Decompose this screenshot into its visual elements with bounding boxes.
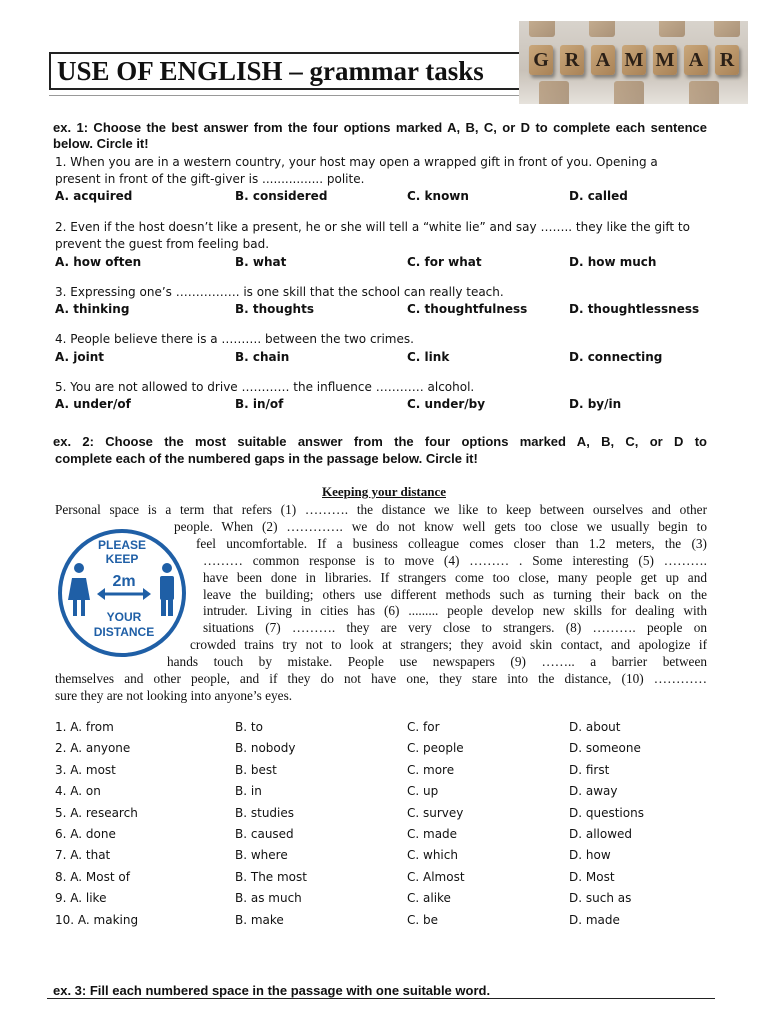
question-1	[55, 154, 715, 188]
answer-option-5-b[interactable]: B. studies	[235, 805, 295, 820]
keep-distance-sign	[57, 528, 187, 658]
answer-option-9-b[interactable]: B. as much	[235, 891, 302, 906]
photo-tile-front	[689, 81, 719, 104]
answer-option-7-a[interactable]: 7. A. that	[55, 848, 111, 863]
photo-tile-letter: A	[688, 49, 704, 71]
photo-tile	[560, 45, 584, 75]
question-2-line-1: 2. Even if the host doesn’t like a present, he or she will tell a “white lie” and say …….. they like the gift to	[55, 220, 690, 234]
question-1-line-2: present in front of the gift-giver is ................ polite.	[55, 172, 365, 186]
answer-option-2-d[interactable]: D. someone	[569, 741, 641, 756]
question-4-line-1: 4. People believe there is a ………. between the two crimes.	[55, 332, 414, 346]
passage-line: sure they are not looking into anyone’s eyes.	[55, 688, 293, 703]
answer-option-10-c[interactable]: C. be	[407, 912, 439, 927]
answer-option-6-a[interactable]: 6. A. done	[55, 827, 116, 841]
answer-option-3-b[interactable]: B. best	[235, 762, 277, 777]
ex3-heading-text: ex. 3: Fill each numbered space in the passage with one suitable word.	[53, 983, 491, 998]
answer-option-10-d[interactable]: D. made	[569, 912, 620, 927]
q5-option-c[interactable]: C. under/by	[407, 397, 486, 411]
answer-option-6-c[interactable]: C. made	[407, 827, 458, 841]
answer-option-2-b[interactable]: B. nobody	[235, 741, 296, 756]
passage-line: leave the building; others use different methods such as turning their back on the	[203, 587, 707, 602]
answer-option-3-c[interactable]: C. more	[407, 762, 455, 777]
photo-tile-letter: R	[719, 49, 735, 71]
answer-option-6-b[interactable]: B. caused	[235, 827, 294, 841]
ex2-heading-text-1: ex. 2: Choose the most suitable answer from the four options marked A, B, C, or D to	[53, 434, 707, 449]
photo-tile	[684, 45, 708, 75]
title-box	[49, 52, 549, 90]
sign-text-your: YOUR	[106, 610, 142, 624]
q2-option-b[interactable]: B. what	[235, 255, 287, 269]
answer-option-5-c[interactable]: C. survey	[407, 805, 464, 820]
answer-option-7-b[interactable]: B. where	[235, 848, 288, 863]
answer-option-8-a[interactable]: 8. A. Most of	[55, 869, 130, 884]
answer-option-8-c[interactable]: C. Almost	[407, 869, 465, 884]
question-3-line-1: 3. Expressing one’s ……………. is one skill that the school can really teach.	[55, 285, 504, 299]
passage-line: have been done in libraries. If strangers come too close, many people get up and	[203, 570, 707, 585]
photo-tile	[529, 45, 553, 75]
question-3	[55, 284, 715, 301]
q4-option-c[interactable]: C. link	[407, 350, 450, 364]
question-1-line-1: 1. When you are in a western country, your host may open a wrapped gift in front of you. Opening a	[55, 155, 658, 169]
sign-text-distance: 2m	[112, 573, 136, 590]
passage-line: situations (7) ………. they are very close to strangers. (8) ………. people on	[203, 620, 707, 635]
passage-line: ……… common response is to move (4) ……… . Some interesting (5) ……….	[203, 553, 707, 568]
photo-tile-front	[539, 81, 569, 104]
ex2-heading-line-2: complete each of the numbered gaps in the passage below. Circle it!	[55, 451, 478, 466]
answer-option-1-b[interactable]: B. to	[235, 720, 263, 734]
photo-tile-letter: G	[533, 49, 549, 71]
q5-option-a[interactable]: A. under/of	[55, 397, 131, 411]
q4-option-a[interactable]: A. joint	[55, 350, 104, 364]
q3-option-a[interactable]: A. thinking	[55, 302, 130, 316]
answer-option-6-d[interactable]: D. allowed	[569, 827, 633, 841]
q2-option-a[interactable]: A. how often	[55, 255, 142, 269]
q2-option-c[interactable]: C. for what	[407, 255, 482, 269]
photo-tile-letter: M	[655, 49, 675, 71]
q3-option-c[interactable]: C. thoughtfulness	[407, 302, 528, 316]
photo-tile-letter: M	[624, 49, 644, 71]
ex3-underline	[47, 998, 715, 999]
photo-tile	[715, 45, 739, 75]
photo-tile-front	[614, 81, 644, 104]
photo-tile	[622, 45, 646, 75]
answer-option-7-d[interactable]: D. how	[569, 848, 611, 863]
answer-option-2-a[interactable]: 2. A. anyone	[55, 741, 131, 756]
q3-option-b[interactable]: B. thoughts	[235, 302, 314, 316]
answer-option-9-d[interactable]: D. such as	[569, 891, 632, 906]
passage-line: feel uncomfortable. If a business colleague comes closer than 1.2 meters, the (3)	[196, 536, 707, 551]
passage-line: themselves and other people, and if they do not have one, they stare into the distance, (10) …………	[55, 671, 707, 686]
sign-text-please: PLEASE	[97, 538, 147, 552]
q4-option-b[interactable]: B. chain	[235, 350, 290, 364]
answer-option-9-c[interactable]: C. alike	[407, 891, 451, 906]
answer-option-2-c[interactable]: C. people	[407, 741, 464, 756]
ex1-heading	[53, 120, 707, 152]
answer-option-1-a[interactable]: 1. A. from	[55, 720, 114, 734]
answer-option-10-b[interactable]: B. make	[235, 912, 284, 927]
photo-tile-letter: A	[595, 49, 611, 71]
answer-option-1-d[interactable]: D. about	[569, 720, 621, 734]
answer-option-7-c[interactable]: C. which	[407, 848, 458, 863]
answer-option-4-c[interactable]: C. up	[407, 784, 439, 799]
photo-tile-back	[589, 21, 615, 37]
photo-tile	[653, 45, 677, 75]
answer-option-1-c[interactable]: C. for	[407, 720, 440, 734]
answer-option-8-d[interactable]: D. Most	[569, 869, 615, 884]
q4-option-d[interactable]: D. connecting	[569, 350, 663, 364]
ex1-heading-text: ex. 1: Choose the best answer from the four options marked A, B, C, or D to complete each sentence below. Circle it!	[53, 120, 707, 151]
grammar-tiles-photo	[519, 21, 748, 104]
question-5	[55, 379, 715, 396]
q1-option-d[interactable]: D. called	[569, 189, 628, 203]
answer-option-5-a[interactable]: 5. A. research	[55, 805, 138, 820]
page-title: USE OF ENGLISH – grammar tasks	[57, 56, 484, 86]
q1-option-b[interactable]: B. considered	[235, 189, 328, 203]
photo-tile-back	[659, 21, 685, 37]
passage-line: hands touch by mistake. People use newspapers (9) …….. a barrier between	[167, 654, 707, 669]
photo-tile-back	[529, 21, 555, 37]
question-2	[55, 219, 715, 253]
q1-option-c[interactable]: C. known	[407, 189, 469, 203]
photo-tile-back	[714, 21, 740, 37]
passage-line: Personal space is a term that refers (1) ………. the distance we like to keep between ourselves and other	[55, 502, 707, 517]
answer-option-8-b[interactable]: B. The most	[235, 869, 307, 884]
answer-option-3-d[interactable]: D. first	[569, 762, 610, 777]
answer-option-3-a[interactable]: 3. A. most	[55, 762, 116, 777]
q5-option-d[interactable]: D. by/in	[569, 397, 622, 411]
title-underline	[49, 95, 554, 96]
passage-title: Keeping your distance	[322, 484, 446, 499]
q2-option-d[interactable]: D. how much	[569, 255, 657, 269]
answer-option-9-a[interactable]: 9. A. like	[55, 891, 107, 906]
q1-option-a[interactable]: A. acquired	[55, 189, 133, 203]
answer-option-4-d[interactable]: D. away	[569, 784, 618, 799]
answer-option-4-b[interactable]: B. in	[235, 784, 262, 799]
q5-option-b[interactable]: B. in/of	[235, 397, 284, 411]
question-2-line-2: prevent the guest from feeling bad.	[55, 237, 270, 251]
ex3-heading	[53, 983, 707, 999]
ex2-heading-line-1	[53, 434, 707, 450]
passage-line: people. When (2) …………. we do not know well gets too close we usually begin to	[174, 519, 707, 534]
question-4	[55, 331, 715, 348]
photo-tile-letter: R	[564, 49, 580, 71]
passage-line: crowded trains try not to look at strangers; they avoid skin contact, and apologize if	[190, 637, 707, 652]
question-5-line-1: 5. You are not allowed to drive ………… the influence ………… alcohol.	[55, 380, 475, 394]
answer-option-10-a[interactable]: 10. A. making	[55, 912, 139, 927]
sign-text-distance-word: DISTANCE	[93, 625, 155, 639]
answer-option-4-a[interactable]: 4. A. on	[55, 784, 101, 799]
q3-option-d[interactable]: D. thoughtlessness	[569, 302, 700, 316]
photo-tile	[591, 45, 615, 75]
answer-option-5-d[interactable]: D. questions	[569, 805, 644, 820]
passage-line: intruder. Living in cities has (6) ......... people develop new skills for dealing with	[203, 603, 707, 618]
sign-text-keep: KEEP	[105, 552, 139, 566]
